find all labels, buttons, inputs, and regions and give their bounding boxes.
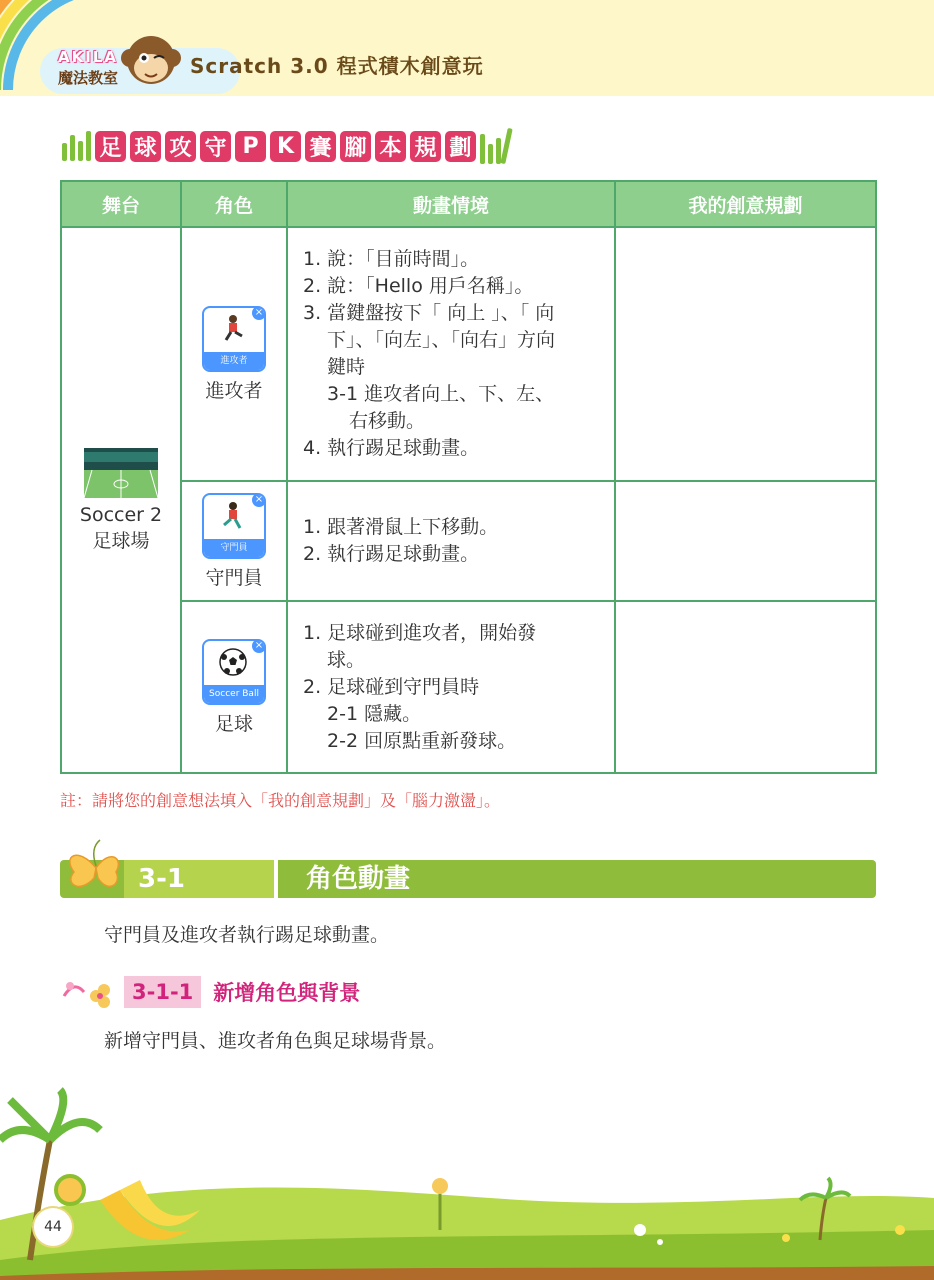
subsection-number: 3-1-1 <box>124 976 201 1008</box>
butterfly-icon <box>60 838 130 902</box>
action-item: 3. 當鍵盤按下「 向上 」、「 向 <box>303 302 555 324</box>
header-stage: 舞台 <box>61 181 181 227</box>
fence-right-icon <box>480 128 509 164</box>
title-char: 規 <box>410 131 441 162</box>
header-sprite: 角色 <box>181 181 287 227</box>
page-number: 44 <box>34 1208 72 1246</box>
action-item: 下」、「向左」、「向右」方向 <box>327 329 556 351</box>
stage-name-en: Soccer 2 <box>79 503 163 526</box>
title-char: 賽 <box>305 131 336 162</box>
action-item: 2. 足球碰到守門員時 <box>303 675 480 698</box>
section-number: 3-1 <box>124 860 274 898</box>
action-subitem: 2-2 回原點重新發球。 <box>327 729 517 752</box>
action-item: 鍵時 <box>327 356 366 378</box>
action-list <box>289 246 613 462</box>
paragraph-3-1-1: 新增守門員、進攻者角色與足球場背景。 <box>104 1030 447 1052</box>
title-char: 球 <box>130 131 161 162</box>
title-char: 腳 <box>340 131 371 162</box>
sprite-card-label: Soccer Ball <box>204 685 264 703</box>
monkey-mascot-icon <box>118 28 184 94</box>
brand-logo <box>58 48 118 88</box>
stage-cell <box>61 227 181 773</box>
action-item: 1. 足球碰到進攻者，開始發 <box>303 621 537 644</box>
soccer-field-thumbnail <box>84 448 158 498</box>
action-item: 1. 跟著滑鼠上下移動。 <box>303 516 499 538</box>
header-animation: 動畫情境 <box>287 181 615 227</box>
action-subitem: 2-1 隱藏。 <box>327 702 422 725</box>
title-tiles <box>95 131 476 162</box>
table-row <box>61 481 876 601</box>
header-my-plan: 我的創意規劃 <box>615 181 876 227</box>
sprite-name: 進攻者 <box>205 379 263 402</box>
action-subitem: 3-1 進攻者向上、下、左、 <box>327 383 555 405</box>
title-char: 劃 <box>445 131 476 162</box>
script-plan-table <box>60 180 877 774</box>
title-char: 攻 <box>165 131 196 162</box>
sprite-card-label: 守門員 <box>204 539 264 557</box>
title-char: P <box>235 131 266 162</box>
action-cell <box>287 601 615 773</box>
title-char: K <box>270 131 301 162</box>
section-title <box>62 122 509 170</box>
sprite-name: 守門員 <box>205 566 263 589</box>
paragraph-3-1: 守門員及進攻者執行踢足球動畫。 <box>104 924 390 946</box>
brand-akila: AKILA <box>58 48 118 66</box>
footer-scenery <box>0 1080 934 1280</box>
sprite-card-soccer-ball[interactable] <box>202 639 266 705</box>
section-title-text: 角色動畫 <box>306 864 411 894</box>
attacker-sprite-icon <box>218 314 248 344</box>
scissors-flower-icon <box>60 974 118 1010</box>
action-item: 球。 <box>327 648 366 671</box>
brand-school: 魔法教室 <box>58 69 119 87</box>
delete-icon[interactable]: × <box>252 639 266 653</box>
soccer-ball-icon <box>218 647 248 677</box>
sprite-cell <box>181 227 287 481</box>
fence-left-icon <box>62 131 91 161</box>
action-item: 2. 說：「Hello 用戶名稱」。 <box>303 275 534 297</box>
page-header <box>0 0 934 96</box>
my-plan-cell[interactable] <box>615 601 876 773</box>
subsection-title: 新增角色與背景 <box>213 981 361 1005</box>
sprite-card-goalkeeper[interactable] <box>202 493 266 559</box>
section-3-1-1-heading <box>60 972 360 1012</box>
action-item: 2. 執行踢足球動畫。 <box>303 543 480 565</box>
sprite-card-label: 進攻者 <box>204 352 264 370</box>
my-plan-cell[interactable] <box>615 481 876 601</box>
my-plan-cell[interactable] <box>615 227 876 481</box>
title-char: 足 <box>95 131 126 162</box>
action-item: 1. 說：「目前時間」。 <box>303 248 480 270</box>
title-char: 守 <box>200 131 231 162</box>
goalkeeper-sprite-icon <box>218 501 248 531</box>
action-cell <box>287 227 615 481</box>
title-char: 本 <box>375 131 406 162</box>
action-list <box>289 514 613 568</box>
stage-name-zh: 足球場 <box>92 529 150 552</box>
action-subitem: 右移動。 <box>349 410 426 432</box>
action-cell <box>287 481 615 601</box>
table-row <box>61 601 876 773</box>
delete-icon[interactable]: × <box>252 493 266 507</box>
action-list <box>289 620 613 755</box>
book-title: Scratch 3.0 程式積木創意玩 <box>190 54 484 78</box>
section-3-1-heading <box>60 838 876 902</box>
sprite-cell <box>181 601 287 773</box>
table-row <box>61 227 876 481</box>
sprite-cell <box>181 481 287 601</box>
sprite-card-attacker[interactable] <box>202 306 266 372</box>
sprite-name: 足球 <box>214 712 253 735</box>
delete-icon[interactable]: × <box>252 306 266 320</box>
action-item: 4. 執行踢足球動畫。 <box>303 437 480 459</box>
note-text: 註：請將您的創意想法填入「我的創意規劃」及「腦力激盪」。 <box>60 791 501 810</box>
table-header-row <box>61 181 876 227</box>
